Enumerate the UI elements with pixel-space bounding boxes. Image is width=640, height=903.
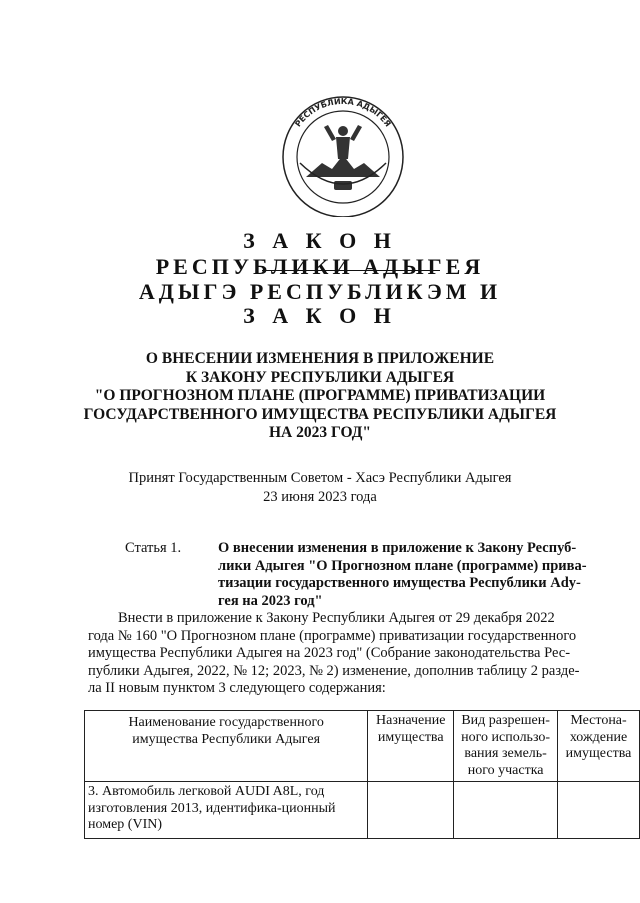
article-title-line: лики Адыгея "О Прогнозном плане (программе) прива-: [218, 557, 587, 574]
header-land-use: Вид разрешен-ного использо-вания земель-ного участка: [454, 711, 558, 782]
article-body-line: Внести в приложение к Закону Республики Адыгея от 29 декабря 2022: [118, 610, 555, 626]
law-title-line: ГОСУДАРСТВЕННОГО ИМУЩЕСТВА РЕСПУБЛИКИ АДЫГЕЯ: [83, 405, 557, 423]
article-label: Статья 1.: [125, 540, 182, 556]
header-name: Наименование государственного имущества Республики Адыгея: [85, 711, 368, 782]
adoption-note: [0, 469, 640, 507]
header-purpose: Назначение имущества: [368, 711, 454, 782]
republic-heading: РЕСПУБЛИКИ АДЫГЕЯ: [155, 254, 485, 279]
adoption-body: Принят Государственным Советом - Хасэ Республики Адыгея: [128, 470, 512, 486]
svg-text:РЕСПУБЛИКА АДЫГЕЯ: [293, 97, 392, 129]
cell-name: 3. Автомобиль легковой AUDI A8L, год изготовления 2013, идентифика-ционный номер (VIN): [85, 782, 368, 839]
law-title-line: К ЗАКОНУ РЕСПУБЛИКИ АДЫГЕЯ: [185, 368, 455, 386]
coat-of-arms-seal: [276, 93, 410, 217]
article-body: [88, 610, 618, 698]
cell-land-use: [454, 782, 558, 839]
cell-purpose: [368, 782, 454, 839]
article-body-line: имущества Республики Адыгея на 2023 год" (Собрание законодательства Рес-: [88, 645, 571, 661]
law-title: [0, 350, 640, 443]
article-title-line: тизации государственного имущества Республики Ady-: [218, 575, 581, 591]
law-title-line: "О ПРОГНОЗНОМ ПЛАНЕ (ПРОГРАММЕ) ПРИВАТИЗАЦИИ: [94, 387, 546, 404]
law-heading: З А К О Н: [243, 228, 397, 253]
article-title-line: гея на 2023 год": [218, 592, 323, 609]
cell-location: [558, 782, 640, 839]
article-body-line: публики Адыгея, 2022, № 12; 2023, № 2) изменение, дополнив таблицу 2 разде-: [88, 662, 580, 679]
heading-divider: [262, 270, 440, 271]
article-title: [218, 540, 616, 610]
header-location: Местона-хождение имущества: [558, 711, 640, 782]
table-header-row: [85, 711, 640, 782]
seal-ring-text: РЕСПУБЛИКА АДЫГЕЯ: [293, 96, 393, 129]
law-title-line: О ВНЕСЕНИИ ИЗМЕНЕНИЯ В ПРИЛОЖЕНИЕ: [145, 350, 495, 367]
adyghe-heading: АДЫГЭ РЕСПУБЛИКЭМ И: [138, 279, 502, 304]
seal-emblem: [306, 125, 380, 190]
property-table: [84, 710, 640, 839]
article-body-line: года № 160 "О Прогнозном плане (программе) приватизации государственного: [88, 627, 577, 644]
law-title-line: НА 2023 ГОД": [268, 424, 372, 441]
article-body-line: ла II новым пунктом 3 следующего содержания:: [88, 680, 386, 696]
table-row: [85, 782, 640, 839]
adyghe-law-heading: З А К О Н: [243, 303, 397, 328]
article-title-line: О внесении изменения в приложение к Закону Респуб-: [218, 540, 577, 556]
adoption-date: 23 июня 2023 года: [263, 489, 377, 505]
